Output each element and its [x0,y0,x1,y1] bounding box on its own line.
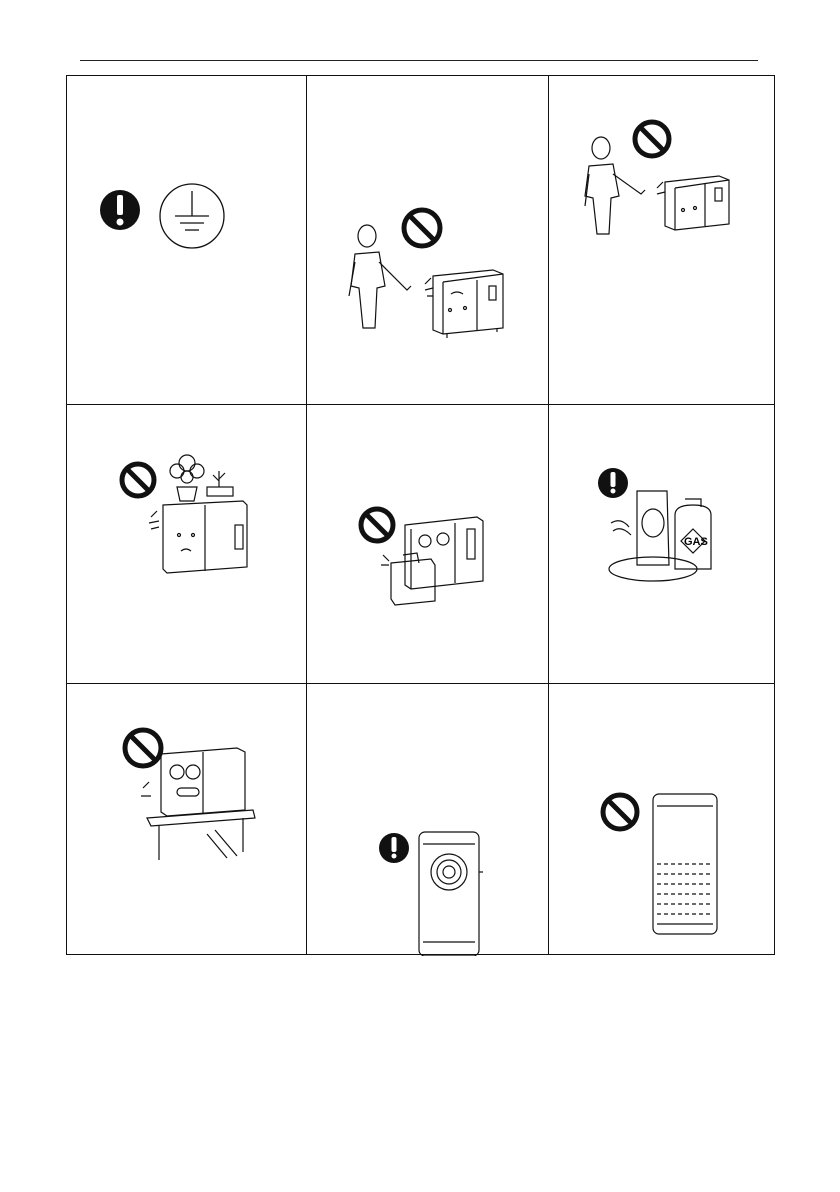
mandatory-icon [100,190,140,230]
prohibited-icon [122,464,154,496]
person-illustration [585,137,645,234]
cell-grounding [67,76,306,404]
mandatory-icon [598,468,628,498]
wall-bracket-icon [147,810,255,860]
cell-no-objects-on-unit [67,405,306,683]
heat-pump-unit-illustration [425,270,503,338]
prohibited-icon [603,795,637,829]
cell-no-block-unit [307,405,548,683]
prohibited-icon [125,730,161,766]
prohibited-icon [361,509,393,541]
prohibited-icon [404,210,440,246]
cell-no-touch-unit [307,76,548,404]
gas-label: GAS [684,536,708,548]
cell-gas-hazard [549,405,776,683]
cell-water-tank [307,684,548,956]
cell-tank-fill [549,684,776,956]
cell-no-unstable-mount [67,684,306,956]
cell-no-touch-unit-2 [549,76,776,404]
person-illustration [349,225,411,328]
header-rule [80,60,758,61]
water-tank-icon [419,832,483,956]
heat-pump-unit-illustration [657,176,729,230]
prohibited-icon [635,122,669,156]
heat-pump-unit-illustration [149,501,247,573]
water-tank-icon [653,794,717,934]
plant-pot-icon [170,455,233,501]
gas-cylinder-icon [675,499,711,569]
box-obstruction-icon [381,553,435,605]
safety-illustration-grid [66,75,775,955]
ground-symbol-icon [160,184,224,248]
mandatory-icon [379,833,409,863]
